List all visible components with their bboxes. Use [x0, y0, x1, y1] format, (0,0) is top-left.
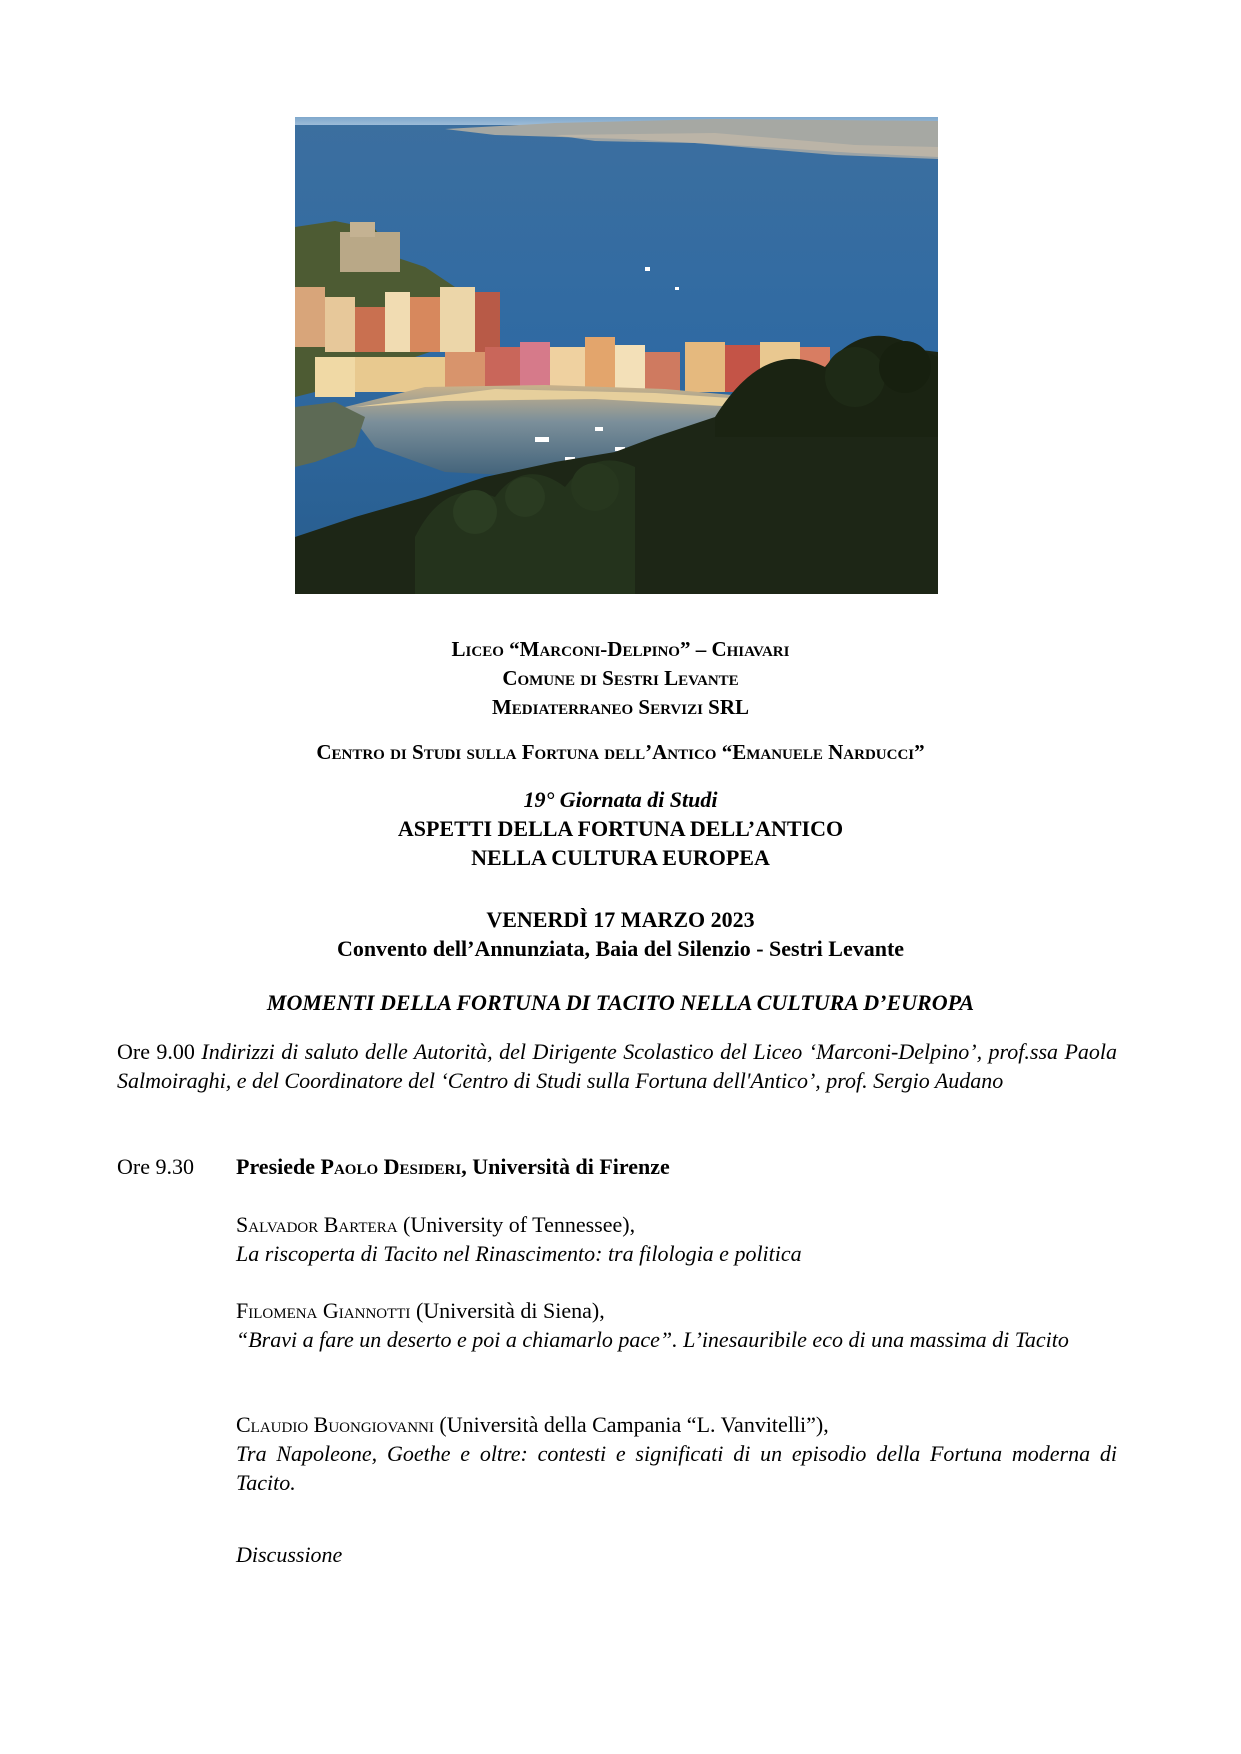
talk-affiliation: (Università di Siena),	[415, 1298, 605, 1323]
event-title-line2: NELLA CULTURA EUROPEA	[471, 845, 770, 870]
organizer-comune: Comune di Sestri Levante	[502, 666, 739, 690]
organizers-block	[0, 635, 1241, 722]
talk-title: La riscoperta di Tacito nel Rinascimento: tra filologia e politica	[236, 1241, 802, 1266]
talk-affiliation: (University of Tennessee),	[403, 1212, 636, 1237]
chair-affiliation: , Università di Firenze	[461, 1154, 670, 1179]
discussione-label: Discussione	[236, 1542, 343, 1567]
saluti-time: Ore 9.00	[117, 1039, 195, 1064]
event-venue: Convento dell’Annunziata, Baia del Silenzio - Sestri Levante	[336, 936, 905, 961]
chair-name: Paolo Desideri	[320, 1154, 462, 1179]
date-venue	[0, 905, 1241, 963]
talk-title: Tra Napoleone, Goethe e oltre: contesti e significati di un episodio della Fortuna moderna di Tacito.	[236, 1441, 1117, 1495]
saluti-text: Indirizzi di saluto delle Autorità, del Dirigente Scolastico del Liceo ‘Marconi-Delpino’, prof.ssa Paola Salmoiraghi, e del Coordinatore del ‘Centro di Studi sulla Fortuna dell'Antico’, prof. Sergio Audano	[117, 1039, 1118, 1093]
event-heading	[0, 785, 1241, 872]
organizer-liceo: Liceo “Marconi-Delpino” – Chiavari	[451, 637, 790, 661]
event-title-line1: ASPETTI DELLA FORTUNA DELL’ANTICO	[397, 816, 844, 841]
giornata-label: 19° Giornata di Studi	[523, 787, 718, 812]
talk-speaker: Salvador Bartera	[236, 1212, 398, 1237]
talk-item	[236, 1296, 1117, 1354]
talk-item	[236, 1210, 1117, 1268]
talk-item	[236, 1410, 1117, 1497]
centro-studi: Centro di Studi sulla Fortuna dell’Antico “Emanuele Narducci”	[316, 740, 925, 764]
talk-affiliation: (Università della Campania “L. Vanvitelli”),	[439, 1412, 829, 1437]
chair-line	[236, 1152, 670, 1181]
saluti-item	[117, 1037, 1117, 1095]
talk-title: “Bravi a fare un deserto e poi a chiamarlo pace”. L’inesauribile eco di una massima di Tacito	[236, 1327, 1069, 1352]
chair-prefix: Presiede	[236, 1154, 316, 1179]
event-date: VENERDÌ 17 MARZO 2023	[486, 907, 755, 932]
talk-speaker: Claudio Buongiovanni	[236, 1412, 434, 1437]
organizer-mediaterraneo: Mediaterraneo Servizi SRL	[491, 695, 750, 719]
chair-time: Ore 9.30	[117, 1154, 194, 1179]
talk-speaker: Filomena Giannotti	[236, 1298, 411, 1323]
bay-illustration	[295, 117, 938, 594]
bay-photo	[295, 117, 938, 594]
session-title: MOMENTI DELLA FORTUNA DI TACITO NELLA CULTURA D’EUROPA	[266, 990, 975, 1015]
